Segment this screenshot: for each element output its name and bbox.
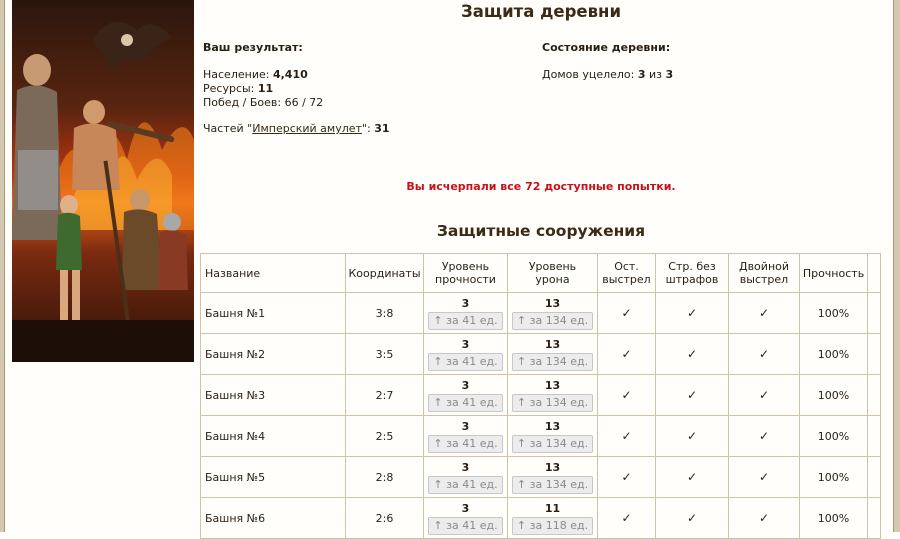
check-icon: ✓ (621, 511, 632, 525)
parts-suffix: ": (361, 122, 371, 135)
check-icon: ✓ (758, 306, 770, 320)
no-penalty-check (656, 293, 729, 334)
header-name: Название (201, 254, 346, 293)
resources-label: Ресурсы: (203, 82, 255, 95)
no-penalty-check (656, 457, 729, 498)
damage-value: 13 (544, 337, 561, 351)
heroes-illustration (12, 0, 194, 362)
check-icon: ✓ (621, 388, 632, 402)
imperial-amulet-link[interactable]: Имперский амулет (252, 122, 362, 135)
left-frame-border (0, 0, 5, 532)
upgrade-damage-button[interactable]: ↑ за 134 ед. (512, 353, 593, 371)
check-icon: ✓ (686, 470, 698, 484)
damage-value: 13 (544, 460, 561, 474)
extra-cell (868, 416, 881, 457)
resources-line (203, 82, 273, 96)
check-icon: ✓ (686, 388, 698, 402)
table-row (201, 293, 881, 334)
extra-cell (868, 293, 881, 334)
tower-name: Башня №5 (201, 457, 346, 498)
damage-value: 13 (544, 419, 561, 433)
extra-cell (868, 375, 881, 416)
houses-total: 3 (665, 68, 674, 81)
defense-structures-table (200, 253, 881, 539)
tower-strength: 100% (800, 334, 868, 375)
header-extra (868, 254, 881, 293)
upgrade-durability-button[interactable]: ↑ за 41 ед. (428, 435, 502, 453)
tower-strength: 100% (800, 498, 868, 539)
structures-title: Защитные сооружения (436, 222, 646, 240)
damage-value: 13 (544, 378, 561, 392)
upgrade-durability-button[interactable]: ↑ за 41 ед. (428, 476, 502, 494)
check-icon: ✓ (621, 347, 632, 361)
header-stop-shot: Ост. выстрел (598, 254, 656, 293)
double-shot-check (729, 375, 800, 416)
upgrade-damage-button[interactable]: ↑ за 134 ед. (512, 312, 593, 330)
right-frame-border (893, 0, 900, 532)
check-icon: ✓ (758, 429, 770, 443)
header-coords: Координаты (346, 254, 424, 293)
population-value: 4,410 (272, 68, 308, 81)
durability-cell (424, 498, 508, 539)
upgrade-durability-button[interactable]: ↑ за 41 ед. (428, 353, 502, 371)
tower-strength: 100% (800, 375, 868, 416)
table-row (201, 498, 881, 539)
parts-line (203, 122, 390, 136)
tower-coords: 3:5 (346, 334, 424, 375)
stop-shot-check (598, 416, 656, 457)
wins-value: 66 / 72 (284, 96, 324, 109)
tower-name: Башня №6 (201, 498, 346, 539)
extra-cell (868, 457, 881, 498)
no-penalty-check (656, 375, 729, 416)
double-shot-check (729, 457, 800, 498)
durability-value: 3 (461, 501, 470, 515)
upgrade-durability-button[interactable]: ↑ за 41 ед. (428, 312, 502, 330)
double-shot-check (729, 498, 800, 539)
durability-cell (424, 334, 508, 375)
table-row (201, 334, 881, 375)
tower-coords: 2:8 (346, 457, 424, 498)
damage-cell (508, 334, 598, 375)
double-shot-check (729, 293, 800, 334)
durability-value: 3 (461, 296, 470, 310)
tower-strength: 100% (800, 457, 868, 498)
check-icon: ✓ (621, 429, 632, 443)
durability-value: 3 (461, 460, 470, 474)
houses-of: из (649, 68, 663, 81)
houses-value: 3 (637, 68, 646, 81)
upgrade-damage-button[interactable]: ↑ за 134 ед. (512, 435, 593, 453)
upgrade-damage-button[interactable]: ↑ за 134 ед. (512, 394, 593, 412)
upgrade-damage-button[interactable]: ↑ за 134 ед. (512, 476, 593, 494)
houses-line (542, 68, 673, 82)
check-icon: ✓ (686, 347, 698, 361)
durability-value: 3 (461, 337, 470, 351)
houses-label: Домов уцелело: (542, 68, 635, 81)
damage-cell (508, 498, 598, 539)
stop-shot-check (598, 334, 656, 375)
attempts-exhausted-warning: Вы исчерпали все 72 доступные попытки. (406, 180, 676, 193)
tower-coords: 2:7 (346, 375, 424, 416)
double-shot-check (729, 334, 800, 375)
check-icon: ✓ (758, 347, 770, 361)
tower-strength: 100% (800, 416, 868, 457)
damage-cell (508, 457, 598, 498)
check-icon: ✓ (758, 511, 770, 525)
tower-name: Башня №1 (201, 293, 346, 334)
no-penalty-check (656, 334, 729, 375)
upgrade-durability-button[interactable]: ↑ за 41 ед. (428, 394, 502, 412)
wins-label: Побед / Боев: (203, 96, 282, 109)
extra-cell (868, 334, 881, 375)
stop-shot-check (598, 457, 656, 498)
no-penalty-check (656, 498, 729, 539)
upgrade-durability-button[interactable]: ↑ за 41 ед. (428, 517, 502, 535)
tower-name: Башня №4 (201, 416, 346, 457)
table-row (201, 416, 881, 457)
no-penalty-check (656, 416, 729, 457)
tower-coords: 2:6 (346, 498, 424, 539)
durability-cell (424, 416, 508, 457)
page-title: Защита деревни (460, 2, 622, 21)
extra-cell (868, 498, 881, 539)
stop-shot-check (598, 375, 656, 416)
header-durability: Уровень прочности (424, 254, 508, 293)
check-icon: ✓ (758, 388, 770, 402)
tower-strength: 100% (800, 293, 868, 334)
damage-cell (508, 416, 598, 457)
header-double-shot: Двойной выстрел (729, 254, 800, 293)
damage-cell (508, 293, 598, 334)
stop-shot-check (598, 498, 656, 539)
check-icon: ✓ (758, 470, 770, 484)
stop-shot-check (598, 293, 656, 334)
durability-cell (424, 293, 508, 334)
table-header-row (201, 254, 881, 293)
tower-coords: 2:5 (346, 416, 424, 457)
check-icon: ✓ (686, 306, 698, 320)
parts-prefix: Частей " (203, 122, 253, 135)
village-state-label: Состояние деревни: (542, 41, 671, 54)
tower-name: Башня №2 (201, 334, 346, 375)
tower-coords: 3:8 (346, 293, 424, 334)
upgrade-damage-button[interactable]: ↑ за 118 ед. (512, 517, 593, 535)
double-shot-check (729, 416, 800, 457)
durability-cell (424, 457, 508, 498)
header-damage: Уровень урона (508, 254, 598, 293)
population-label: Население: (203, 68, 270, 81)
table-row (201, 375, 881, 416)
check-icon: ✓ (621, 470, 632, 484)
damage-value: 11 (544, 501, 561, 515)
damage-value: 13 (544, 296, 561, 310)
durability-cell (424, 375, 508, 416)
check-icon: ✓ (686, 429, 698, 443)
your-result-label: Ваш результат: (203, 41, 303, 54)
resources-value: 11 (257, 82, 274, 95)
durability-value: 3 (461, 419, 470, 433)
header-strength: Прочность (800, 254, 868, 293)
wins-line (203, 96, 323, 110)
table-row (201, 457, 881, 498)
damage-cell (508, 375, 598, 416)
header-no-penalty: Стр. без штрафов (656, 254, 729, 293)
durability-value: 3 (461, 378, 470, 392)
tower-name: Башня №3 (201, 375, 346, 416)
parts-value: 31 (374, 122, 390, 135)
check-icon: ✓ (686, 511, 698, 525)
check-icon: ✓ (621, 306, 632, 320)
population-line (203, 68, 308, 82)
